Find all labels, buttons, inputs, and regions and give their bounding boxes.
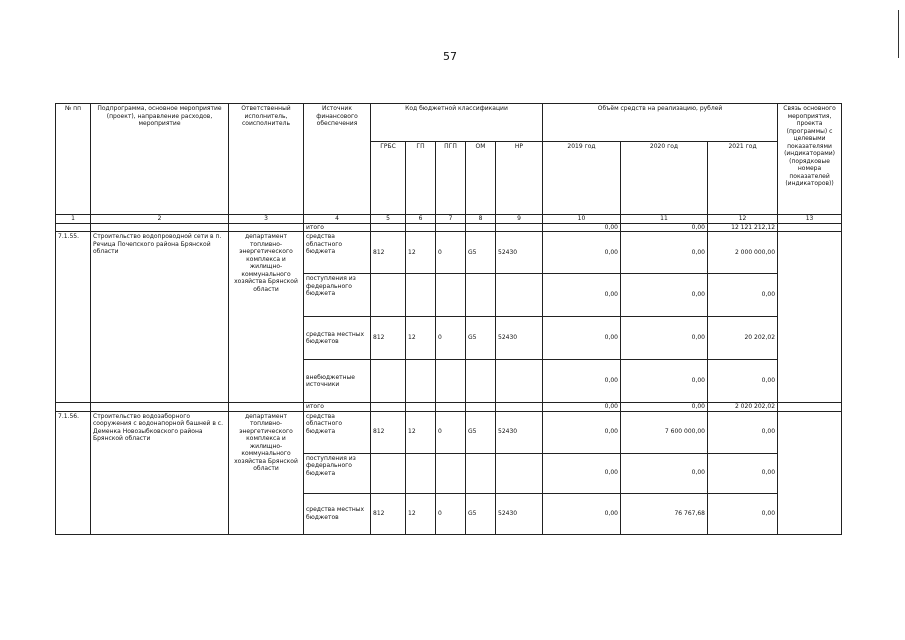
total-2021: 2 020 202,02 (708, 403, 778, 412)
header-volume: Объём средств на реализацию, рублей (543, 104, 778, 142)
col-number: 2 (91, 215, 229, 224)
code-pgp: 0 (436, 411, 466, 453)
amount-2020: 0,00 (621, 453, 708, 493)
header-num: № пп (56, 104, 91, 215)
header-year-2019: 2019 год (543, 142, 621, 215)
funding-source: средства местных бюджетов (304, 317, 371, 360)
code-grbs (371, 453, 406, 493)
col-number: 9 (496, 215, 543, 224)
header-code-nr: НР (496, 142, 543, 215)
code-nr: 52430 (496, 411, 543, 453)
amount-2021: 0,00 (708, 453, 778, 493)
header-code-gp: ГП (406, 142, 436, 215)
code-gp (406, 453, 436, 493)
total-row (56, 223, 842, 232)
header-year-2021: 2021 год (708, 142, 778, 215)
link-cell (778, 411, 842, 534)
header-year-2020: 2020 год (621, 142, 708, 215)
funding-source: поступления из федерального бюджета (304, 274, 371, 317)
header-code-pgp: ПГП (436, 142, 466, 215)
code-om: G5 (466, 232, 496, 274)
code-gp: 12 (406, 493, 436, 534)
code-nr (496, 360, 543, 403)
amount-2019: 0,00 (543, 274, 621, 317)
code-om (466, 274, 496, 317)
header-executor: Ответственный исполнитель, соисполнитель (229, 104, 304, 215)
funding-source: средства областного бюджета (304, 232, 371, 274)
code-pgp: 0 (436, 317, 466, 360)
budget-table (55, 103, 842, 535)
code-om (466, 360, 496, 403)
header-code-grbs: ГРБС (371, 142, 406, 215)
total-2021: 12 121 212,12 (708, 223, 778, 232)
funding-source: внебюджетные источники (304, 360, 371, 403)
code-gp (406, 360, 436, 403)
funding-source: поступления из федерального бюджета (304, 453, 371, 493)
header-code-om: ОМ (466, 142, 496, 215)
code-gp: 12 (406, 317, 436, 360)
funding-source: средства местных бюджетов (304, 493, 371, 534)
entry-executor: департамент топливно-энергетического комплекса и жилищно-коммунального хозяйства Брянской области (229, 232, 304, 403)
code-om: G5 (466, 411, 496, 453)
amount-2019: 0,00 (543, 317, 621, 360)
header-source: Источник финансового обеспечения (304, 104, 371, 215)
amount-2020: 0,00 (621, 317, 708, 360)
code-om: G5 (466, 317, 496, 360)
amount-2020: 76 767,68 (621, 493, 708, 534)
code-gp: 12 (406, 232, 436, 274)
amount-2021: 0,00 (708, 411, 778, 453)
code-pgp (436, 360, 466, 403)
code-nr: 52430 (496, 232, 543, 274)
page-number: 57 (443, 50, 457, 63)
code-nr (496, 453, 543, 493)
amount-2020: 0,00 (621, 274, 708, 317)
amount-2019: 0,00 (543, 453, 621, 493)
col-number: 12 (708, 215, 778, 224)
col-number: 6 (406, 215, 436, 224)
entry-name: Строительство водозаборного сооружения с водонапорной башней в с. Деменка Новозыбковского района Брянской области (91, 411, 229, 534)
total-label: итого (304, 223, 371, 232)
entry-name: Строительство водопроводной сети в п. Речица Почепского района Брянской области (91, 232, 229, 403)
code-pgp (436, 453, 466, 493)
entry-executor: департамент топливно-энергетического комплекса и жилищно-коммунального хозяйства Брянской области (229, 411, 304, 534)
col-number: 11 (621, 215, 708, 224)
header-link: Связь основного мероприятия, проекта (программы) с целевыми показателями (индикаторами) (порядковые номера показателей (индикаторов)) (778, 104, 842, 215)
code-nr: 52430 (496, 493, 543, 534)
total-2019: 0,00 (543, 223, 621, 232)
code-grbs: 812 (371, 493, 406, 534)
code-grbs: 812 (371, 411, 406, 453)
total-2019: 0,00 (543, 403, 621, 412)
col-number: 8 (466, 215, 496, 224)
code-grbs (371, 360, 406, 403)
amount-2021: 0,00 (708, 360, 778, 403)
code-grbs: 812 (371, 232, 406, 274)
total-label: итого (304, 403, 371, 412)
amount-2019: 0,00 (543, 360, 621, 403)
scan-edge-mark (898, 10, 899, 58)
table-row (56, 411, 842, 453)
code-pgp: 0 (436, 493, 466, 534)
col-number: 13 (778, 215, 842, 224)
code-pgp (436, 274, 466, 317)
code-om (466, 453, 496, 493)
amount-2021: 20 202,02 (708, 317, 778, 360)
total-row (56, 403, 842, 412)
code-grbs (371, 274, 406, 317)
code-pgp: 0 (436, 232, 466, 274)
header-program: Подпрограмма, основное мероприятие (проект), направление расходов, мероприятие (91, 104, 229, 215)
total-2020: 0,00 (621, 223, 708, 232)
col-number: 1 (56, 215, 91, 224)
entry-number: 7.1.56. (56, 411, 91, 534)
amount-2021: 2 000 000,00 (708, 232, 778, 274)
total-2020: 0,00 (621, 403, 708, 412)
code-gp (406, 274, 436, 317)
code-nr (496, 274, 543, 317)
col-number: 10 (543, 215, 621, 224)
column-number-row (56, 215, 842, 224)
entry-number: 7.1.55. (56, 232, 91, 403)
amount-2020: 7 600 000,00 (621, 411, 708, 453)
amount-2019: 0,00 (543, 411, 621, 453)
amount-2021: 0,00 (708, 274, 778, 317)
link-cell (778, 232, 842, 403)
header-budget-code: Код бюджетной классификации (371, 104, 543, 142)
table-row (56, 232, 842, 274)
col-number: 7 (436, 215, 466, 224)
code-gp: 12 (406, 411, 436, 453)
col-number: 5 (371, 215, 406, 224)
amount-2021: 0,00 (708, 493, 778, 534)
amount-2020: 0,00 (621, 232, 708, 274)
amount-2020: 0,00 (621, 360, 708, 403)
amount-2019: 0,00 (543, 232, 621, 274)
col-number: 4 (304, 215, 371, 224)
col-number: 3 (229, 215, 304, 224)
code-om: G5 (466, 493, 496, 534)
amount-2019: 0,00 (543, 493, 621, 534)
code-grbs: 812 (371, 317, 406, 360)
code-nr: 52430 (496, 317, 543, 360)
funding-source: средства областного бюджета (304, 411, 371, 453)
